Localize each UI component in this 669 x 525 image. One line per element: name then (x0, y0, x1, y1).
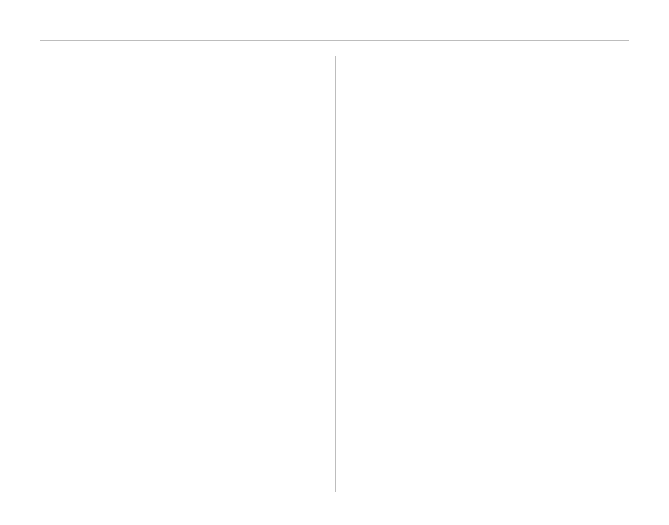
column-divider (335, 56, 336, 492)
header-rule (40, 40, 629, 41)
